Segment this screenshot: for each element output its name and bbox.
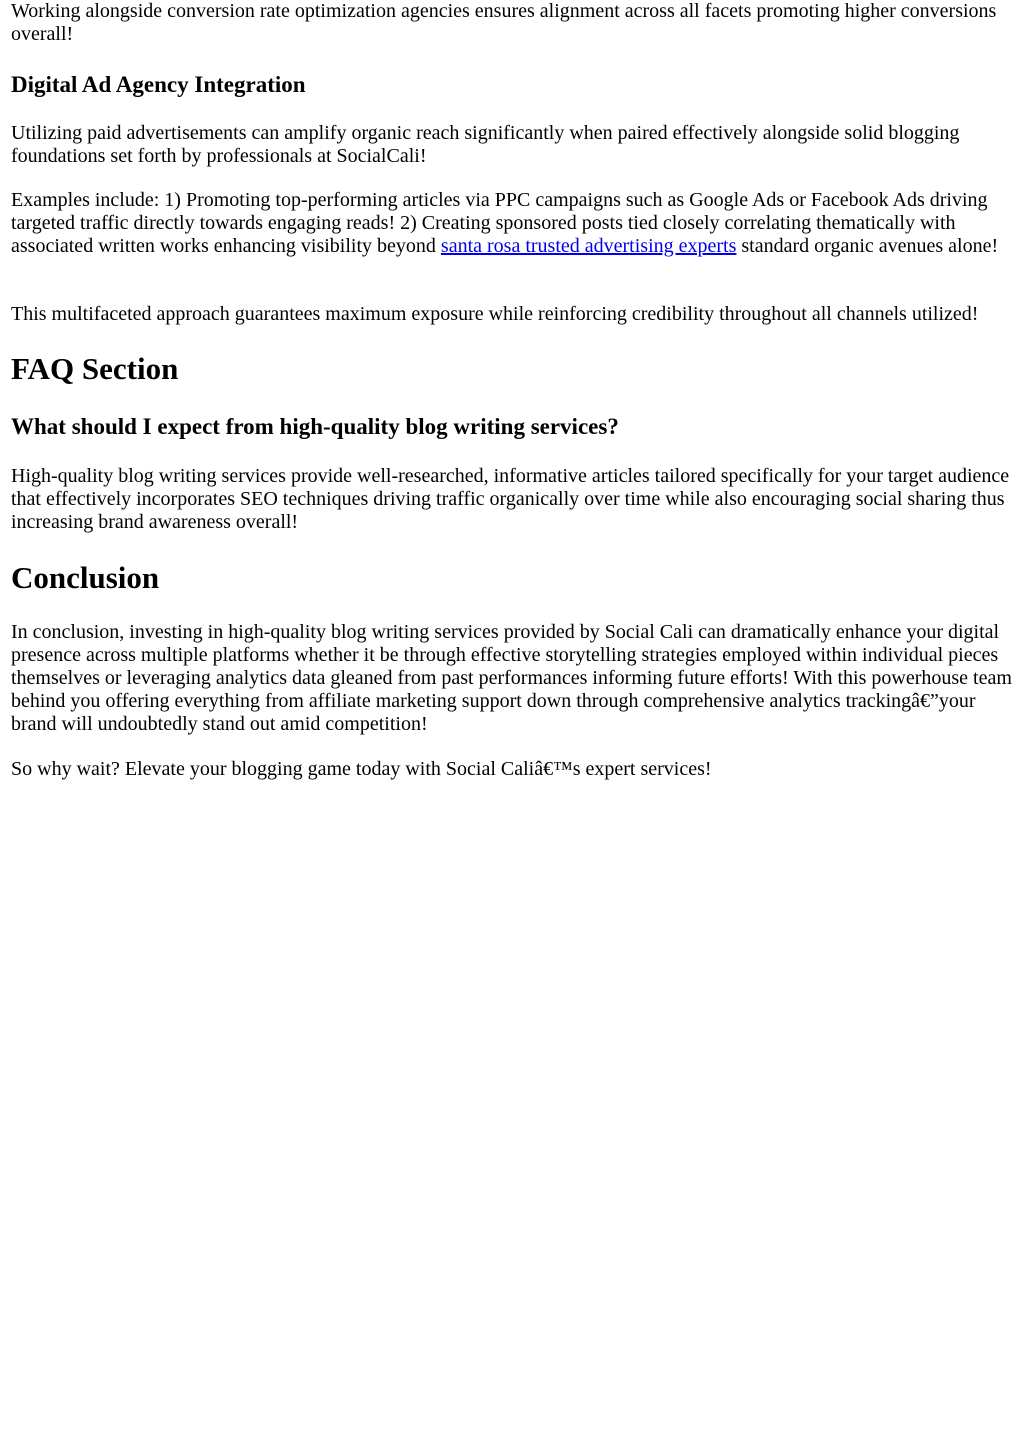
conclusion-paragraph-1: In conclusion, investing in high-quality blog writing services provided by Social Cali can dramatically enhance your digital presence across multiple platforms whether it be through effective storytelling strategies employed within individual pieces themselves or leveraging analytics data gleaned from past performances informing future efforts! With this powerhouse team behind you offering everything from affiliate marketing support down through comprehensive analytics trackingâ€”your brand will undoubtedly stand out amid competition! xyxy=(11,621,1012,735)
ad-paragraph-3: This multifaceted approach guarantees maximum exposure while reinforcing credibility throughout all channels utilized! xyxy=(11,303,979,325)
ad-paragraph-2 xyxy=(11,189,1016,258)
conclusion-paragraph-2: So why wait? Elevate your blogging game today with Social Caliâ€™s expert services! xyxy=(11,758,712,780)
faq-question: What should I expect from high-quality blog writing services? xyxy=(11,414,619,439)
faq-heading: FAQ Section xyxy=(11,351,179,386)
intro-paragraph: Working alongside conversion rate optimization agencies ensures alignment across all facets promoting higher conversions overall! xyxy=(11,0,997,45)
advertising-experts-link[interactable]: santa rosa trusted advertising experts xyxy=(440,235,737,257)
ad-integration-heading: Digital Ad Agency Integration xyxy=(11,72,306,97)
faq-answer: High-quality blog writing services provide well-researched, informative articles tailored specifically for your target audience that effectively incorporates SEO techniques driving traffic organically over time while also encouraging social sharing thus increasing brand awareness overall! xyxy=(11,465,1010,533)
conclusion-heading: Conclusion xyxy=(11,560,160,595)
ad-paragraph-2-text-after: standard organic avenues alone! xyxy=(736,235,999,257)
ad-paragraph-1: Utilizing paid advertisements can amplify organic reach significantly when paired effectively alongside solid blogging foundations set forth by professionals at SocialCali! xyxy=(11,122,960,167)
ad-paragraph-2-text-before: Examples include: 1) Promoting top-performing articles via PPC campaigns such as Google Ads or Facebook Ads driving targeted traffic directly towards engaging reads! 2) Creating sponsored posts tied closely correlating thematically with associated written works enhancing visibility beyond xyxy=(11,189,988,257)
